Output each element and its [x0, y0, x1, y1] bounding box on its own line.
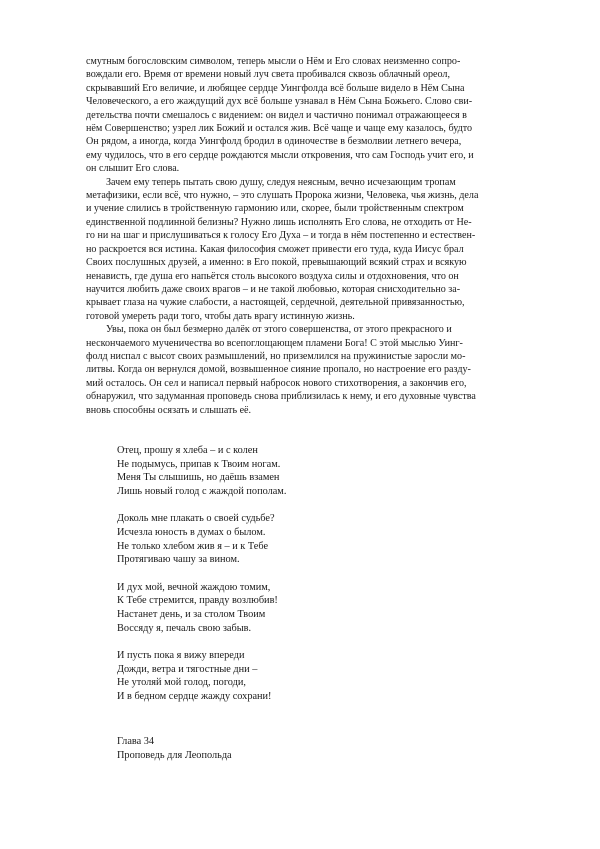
text-line: ненависть, где душа его напьётся столь высокого воздуха силы и отдохновения, что он: [86, 270, 459, 282]
text-line: но раскроется вся истина. Какая философия сможет привести его туда, куда Иисус брал: [86, 243, 464, 255]
text-line: вождали его. Время от времени новый луч света пробивался сквозь облачный ореол,: [86, 69, 450, 81]
poem-stanza-4: [117, 649, 417, 703]
poem-line: Исчезла юность в думах о былом.: [117, 526, 266, 538]
text-line: обнаружил, что задуманная проповедь снова приблизилась к нему, и его духовные чувства: [86, 391, 476, 403]
text-line: Человеческого, а его жаждущий дух всё больше узнавал в Нём Сына Божьего. Слово сви-: [86, 96, 473, 108]
text-line: смутным богословским символом, теперь мысли о Нём и Его словах неизменно сопро-: [86, 56, 461, 67]
poem-line: Настанет день, и за столом Твоим: [117, 608, 266, 620]
poem-line: Не утоляй мой голод, погоди,: [117, 677, 246, 689]
poem-line: Доколь мне плакать о своей судьбе?: [117, 513, 275, 525]
paragraph-3: [86, 323, 522, 417]
poem-line: Протягиваю чашу за вином.: [117, 554, 240, 566]
chapter-title: Проповедь для Леопольда: [117, 749, 232, 761]
prose-body: [86, 55, 522, 417]
poem-line: И дух мой, вечной жаждою томим,: [117, 581, 271, 593]
text-line: детельства почти смешалось с видением: он видел и частично понимал отражающееся в: [86, 109, 467, 121]
text-line: литвы. Когда он вернулся домой, возвышенное сияние пропало, но настроение его разду-: [86, 364, 471, 376]
poem-line: И пусть пока я вижу впереди: [117, 650, 245, 662]
text-line: единственной подлинной белизны? Нужно лишь исполнять Его слова, не отходить от Не-: [86, 216, 472, 228]
poem-line: Дожди, ветра и тягостные дни –: [117, 663, 258, 675]
text-line: метафизики, если всё, что нужно, – это слушать Пророка жизни, Человека, чья жизнь, дела: [86, 190, 479, 202]
poem-line: Не подымусь, припав к Твоим ногам.: [117, 458, 281, 470]
text-line: ему чудилось, что в его сердце рождаются мысли откровения, что сам Господь учит его, и: [86, 149, 474, 161]
poem-line: Не только хлебом жив я – и к Тебе: [117, 540, 269, 552]
poem-line: Воссяду я, печаль свою забыв.: [117, 622, 252, 634]
paragraph-2: [86, 176, 522, 323]
poem-stanza-1: [117, 444, 417, 498]
text-line: нескончаемого мученичества во всепоглощающем пламени Бога! С этой мыслью Уинг-: [86, 337, 463, 349]
paragraph-1: [86, 55, 522, 176]
text-line: вновь способны осязать и слышать её.: [86, 404, 252, 416]
text-line: Увы, пока он был безмерно далёк от этого совершенства, от этого прекрасного и: [106, 324, 452, 336]
text-line: го ни на шаг и прислушиваться к голосу Его Духа – и тогда в нём постепенно и естествен-: [86, 230, 476, 242]
chapter-number: Глава 34: [117, 736, 155, 747]
text-line: скрывавший Его величие, и любящее сердце Уингфолда всё больше видело в Нём Сына: [86, 82, 465, 94]
poem-line: Отец, прошу я хлеба – и с колен: [117, 445, 258, 456]
text-line: готовой умереть ради того, чтобы дать врагу истинную жизнь.: [86, 310, 355, 322]
text-line: мий осталось. Он сел и написал первый набросок нового стихотворения, а закончив его,: [86, 377, 467, 389]
text-line: научится любить даже своих врагов – и не такой любовью, которая снисходительно за-: [86, 283, 461, 295]
poem-line: И в бедном сердце жажду сохрани!: [117, 690, 272, 702]
text-line: Он рядом, а иногда, когда Уингфолд бродил в одиночестве в безмолвии летнего вечера,: [86, 136, 462, 148]
text-line: и учение слились в тройственную гармонию или, скорее, были тройственным спектром: [86, 203, 464, 215]
poem: [117, 444, 417, 718]
chapter-heading: [117, 735, 417, 762]
poem-line: Меня Ты слышишь, но даёшь взамен: [117, 472, 280, 484]
text-line: он слышит Его слова.: [86, 163, 180, 175]
text-line: Своих послушных друзей, а именно: в Его покой, превышающий всякий страх и всякую: [86, 257, 467, 269]
text-line: фолд ниспал с высот своих размышлений, но приземлился на пружинистые заросли мо-: [86, 350, 466, 362]
text-line: крывает глаза на чужие слабости, а настоящей, сердечной, деятельной привязанностью,: [86, 297, 465, 309]
poem-line: К Тебе стремится, правду возлюбив!: [117, 595, 278, 607]
poem-stanza-2: [117, 512, 417, 566]
text-line: Зачем ему теперь пытать свою душу, следуя неясным, вечно исчезающим тропам: [106, 176, 456, 188]
poem-stanza-3: [117, 581, 417, 635]
poem-line: Лишь новый голод с жаждой пополам.: [117, 485, 287, 497]
text-line: нём Совершенство; узрел лик Божий и остался жив. Всё чаще и чаще ему казалось, будто: [86, 123, 473, 135]
